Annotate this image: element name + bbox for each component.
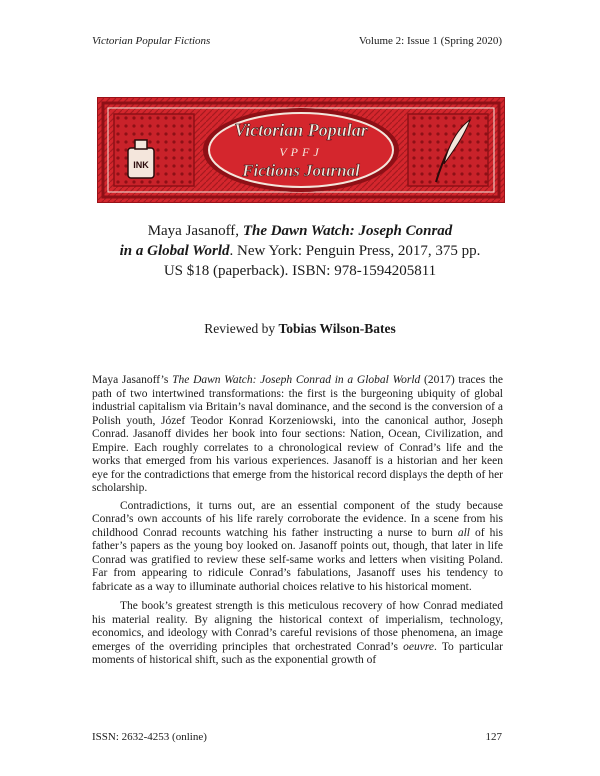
- banner-title-line3: Fictions Journal: [242, 161, 360, 180]
- paragraph-3-rest: . To particular moments of historical shift, such as the exponential growth of: [92, 640, 504, 666]
- book-publisher: . New York: Penguin Press, 2017, 375 pp.: [229, 243, 481, 259]
- journal-logo: [98, 98, 504, 202]
- book-author: Maya Jasanoff,: [147, 223, 240, 239]
- reviewer-name: Tobias Wilson-Bates: [278, 321, 396, 336]
- paragraph-3-start: The book’s greatest strength is this meticulous recovery of how Conrad mediated his material reality. By aligning the historical context of imperialism, technology, economics, and ideology with Conrad’s careful revisions of those phenomena, an image emerges of the overriding principles that orchestrated Conrad’s: [92, 600, 503, 653]
- book-price-isbn: US $18 (paperback). ISBN: 978-1594205811: [163, 263, 437, 279]
- banner-title-line2: VPFJ: [279, 145, 323, 159]
- page-number: 127: [485, 731, 502, 743]
- book-title-part2: in a Global World: [119, 243, 230, 259]
- book-title-part1: The Dawn Watch: Joseph Conrad: [242, 223, 453, 239]
- ink-label: INK: [133, 160, 149, 170]
- paragraph-2: [92, 500, 503, 595]
- journal-name: Victorian Popular Fictions: [92, 35, 211, 47]
- paragraph-2-rest: of his father’s papers as the young boy looked on. Jasanoff points out, though, that later in life Conrad was gratified to review these self-same works and letters when visiting Poland. Far from appearing to ridicule Conrad’s fabulations, Jasanoff uses his tendency to fabricate as a way to illuminate authorial choices relative to his historical moment.: [92, 526, 504, 593]
- review-body: [92, 374, 503, 668]
- paragraph-1-start: Maya Jasanoff’s: [92, 374, 169, 386]
- book-citation: [92, 221, 508, 281]
- paragraph-2-emphasis: all: [457, 526, 470, 539]
- paragraph-3-emphasis: oeuvre: [403, 640, 435, 653]
- banner-title-line1: Victorian Popular: [234, 120, 368, 140]
- paragraph-1-book-title: The Dawn Watch: Joseph Conrad in a Global World: [172, 374, 421, 386]
- issn: ISSN: 2632-4253 (online): [92, 731, 207, 743]
- paragraph-3: [92, 600, 503, 668]
- reviewer-line: [92, 321, 508, 337]
- page-footer: [92, 731, 502, 745]
- paragraph-1-rest: (2017) traces the path of two intertwined transformations: the first is the burgeoning ubiquity of global industrial capitalism via Britain’s naval dominance, and the second is the conversion of a Polish youth, Józef Teodor Konrad Korzeniowski, into the canonical author, Joseph Conrad. Jasanoff divides her book into four sections: Nation, Ocean, Civilization, and Empire. Each roughly correlates to a chronological review of Conrad’s life and the works that emerged from his various experiences. Jasanoff is a historian and her keen eye for the contradictions that emerge from the historical record displays the depth of her scholarship.: [92, 374, 504, 494]
- paragraph-2-start: Contradictions, it turns out, are an essential component of the study because Conrad’s own accounts of his life rarely corroborate the evidence. In a scene from his childhood Conrad recounts watching his father instructing a nurse to burn: [92, 499, 503, 539]
- running-head: [92, 35, 502, 51]
- issue-info: Volume 2: Issue 1 (Spring 2020): [358, 35, 502, 47]
- journal-banner: [97, 97, 505, 203]
- reviewer-prefix: Reviewed by: [204, 321, 276, 336]
- paragraph-1: [92, 374, 503, 496]
